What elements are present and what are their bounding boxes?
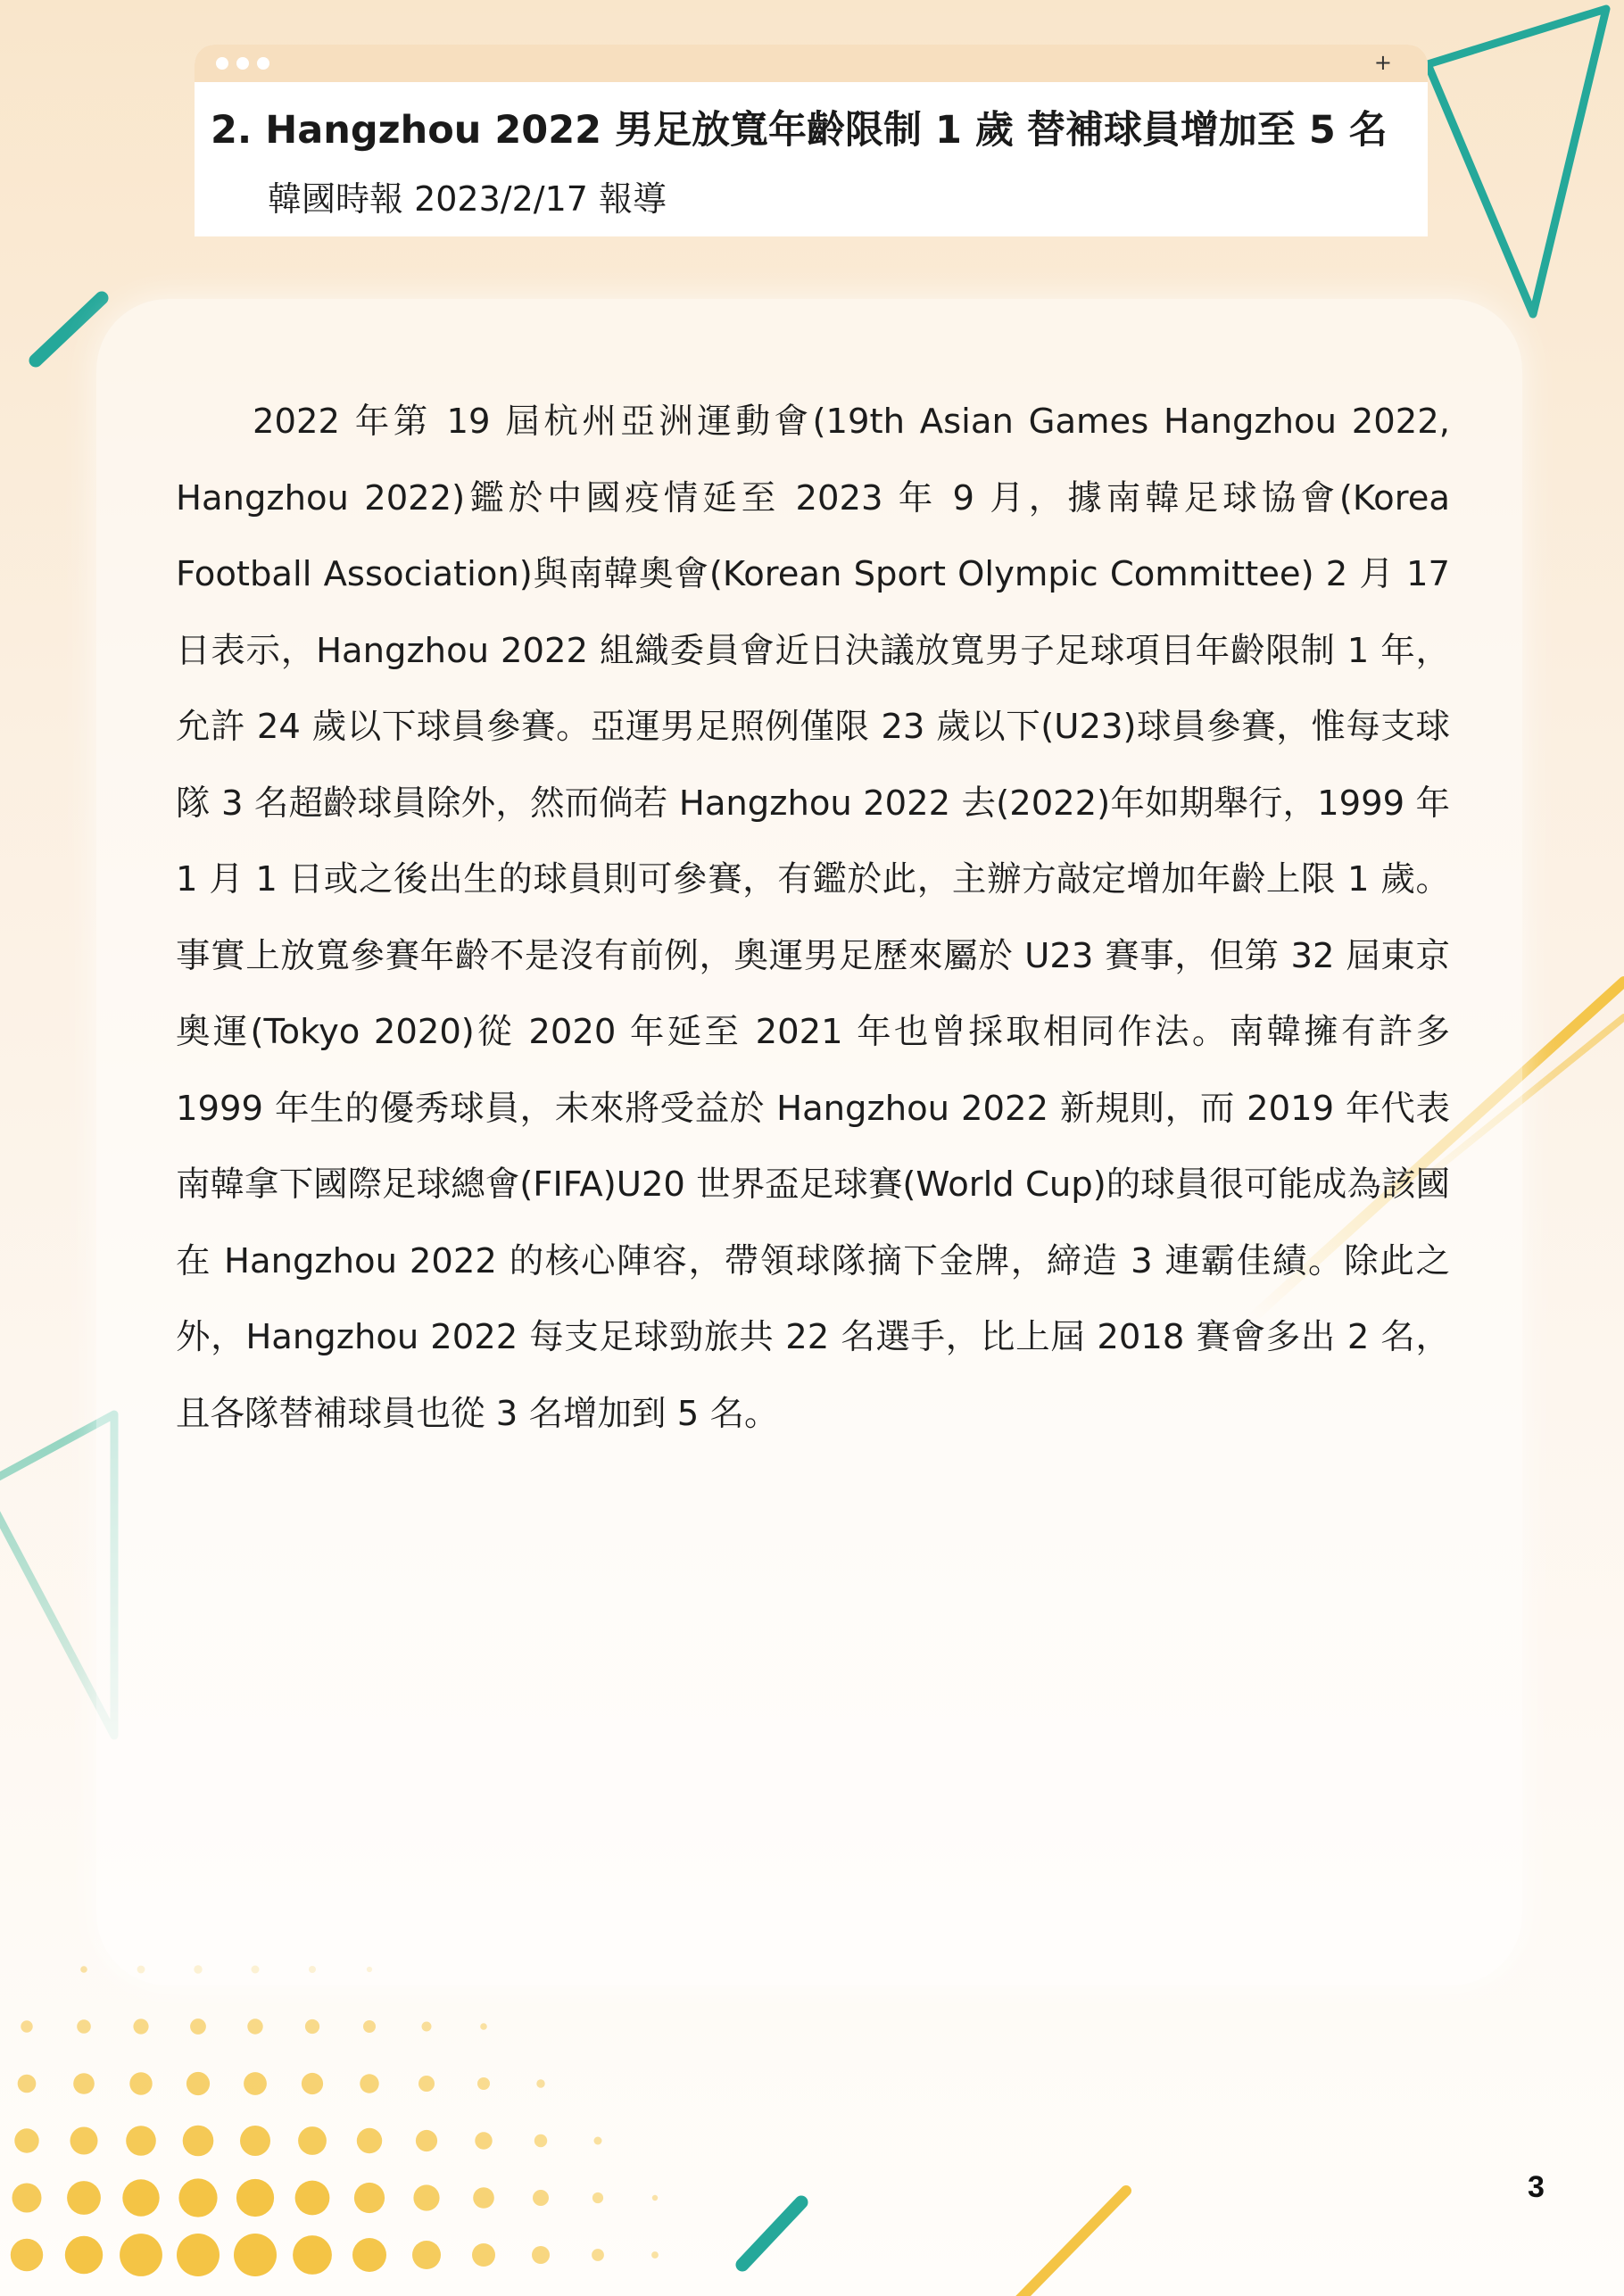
page-title: 2. Hangzhou 2022 男足放寬年齡限制 1 歲 替補球員增加至 5 名 <box>211 108 1388 153</box>
yellow-dot <box>186 2072 210 2095</box>
teal-triangle-outline <box>1428 9 1606 314</box>
yellow-dot <box>352 2238 386 2272</box>
yellow-dot <box>480 2023 487 2030</box>
yellow-dot <box>295 2181 330 2216</box>
yellow-dot <box>14 2128 38 2152</box>
yellow-dot <box>190 2018 206 2035</box>
yellow-dot <box>133 2018 148 2034</box>
yellow-dot <box>244 2072 267 2095</box>
teal-dash-bottom <box>742 2202 801 2265</box>
yellow-dot <box>240 2126 270 2156</box>
yellow-dot <box>413 2184 439 2210</box>
yellow-dot <box>594 2137 602 2145</box>
yellow-dot <box>651 2251 659 2259</box>
yellow-dot-grid <box>11 1965 659 2276</box>
plus-icon: + <box>1373 50 1392 75</box>
three-dots-icon <box>216 57 269 70</box>
source-line: 韓國時報 2023/2/17 報導 <box>268 179 667 219</box>
yellow-dot <box>129 2072 152 2094</box>
yellow-dot <box>21 2020 32 2032</box>
yellow-dot <box>532 2246 550 2264</box>
yellow-dot <box>302 2073 323 2094</box>
header-window-bar <box>195 45 1428 82</box>
yellow-dot <box>357 2128 382 2153</box>
yellow-dot <box>592 2249 604 2261</box>
yellow-dot <box>533 2190 549 2206</box>
yellow-dot <box>412 2241 441 2269</box>
yellow-dot <box>77 2019 91 2034</box>
yellow-dot <box>475 2132 492 2149</box>
yellow-dot <box>363 2020 376 2033</box>
yellow-dot <box>592 2192 603 2203</box>
page-number: 3 <box>1528 2170 1545 2204</box>
yellow-dot <box>298 2126 327 2155</box>
yellow-dot <box>67 2181 101 2215</box>
yellow-dot <box>247 2018 262 2034</box>
yellow-dot <box>178 2178 217 2217</box>
yellow-dot <box>73 2073 95 2094</box>
yellow-dot <box>126 2126 156 2156</box>
yellow-dot <box>293 2235 332 2275</box>
yellow-dot <box>120 2234 162 2276</box>
yellow-dot <box>183 2126 214 2157</box>
yellow-dot <box>236 2179 274 2217</box>
teal-dash-top <box>36 298 102 361</box>
yellow-dot <box>18 2075 37 2093</box>
yellow-dot <box>354 2183 385 2213</box>
yellow-dot <box>11 2239 43 2271</box>
yellow-dot <box>360 2074 378 2093</box>
yellow-dot <box>80 1966 87 1973</box>
yellow-dot <box>418 2076 435 2092</box>
yellow-dot <box>534 2134 547 2147</box>
header-card <box>195 45 1428 236</box>
yellow-dot <box>177 2234 220 2276</box>
yellow-dot <box>12 2184 42 2213</box>
yellow-dot <box>305 2019 319 2034</box>
yellow-dot <box>477 2077 490 2090</box>
yellow-dot <box>416 2130 437 2151</box>
yellow-dot <box>473 2187 494 2209</box>
yellow-dot <box>536 2079 544 2087</box>
yellow-dot <box>234 2234 277 2276</box>
yellow-dot <box>65 2236 103 2274</box>
article-body: 2022 年第 19 屆杭州亞洲運動會(19th Asian Games Hangzhou 2022, Hangzhou 2022)鑑於中國疫情延至 2023 年 9 月，據南韓足球協會(Korea Football Association)與南韓奧會(Korean Sport Olympic Committee) 2 月 17 日表示，Hangzhou 2022 組織委員會近日決議放寬男子足球項目年齡限制 1 年，允許 24 歲以下球員參賽。亞運男足照例僅限 23 歲以下(U23)球員參賽，惟每支球隊 3 名超齡球員除外，然而倘若 Hangzhou 2022 去(2022)年如期舉行，1999 年 1 月 1 日或之後出生的球員則可參賽，有鑑於此，主辦方敲定增加年齡上限 1 歲。事實上放寬參賽年齡不是沒有前例，奧運男足歷來屬於 U23 賽事，但第 32 屆東京奧運(Tokyo 2020)從 2020 年延至 2021 年也曾採取相同作法。南韓擁有許多 1999 年生的優秀球員，未來將受益於 Hangzhou 2022 新規則，而 2019 年代表南韓拿下國際足球總會(FIFA)U20 世界盃足球賽(World Cup)的球員很可能成為該國在 Hangzhou 2022 的核心陣容，帶領球隊摘下金牌，締造 3 連霸佳績。除此之外，Hangzhou 2022 每支足球勁旅共 22 名選手，比上屆 2018 賽會多出 2 名，且各隊替補球員也從 3 名增加到 5 名。 <box>176 402 1450 1434</box>
yellow-dot <box>652 2195 658 2201</box>
yellow-dot <box>70 2127 98 2155</box>
yellow-dot <box>472 2243 495 2267</box>
yellow-dot <box>422 2022 432 2032</box>
yellow-stripe-bottom <box>1008 2191 1126 2296</box>
yellow-dot <box>122 2179 159 2216</box>
